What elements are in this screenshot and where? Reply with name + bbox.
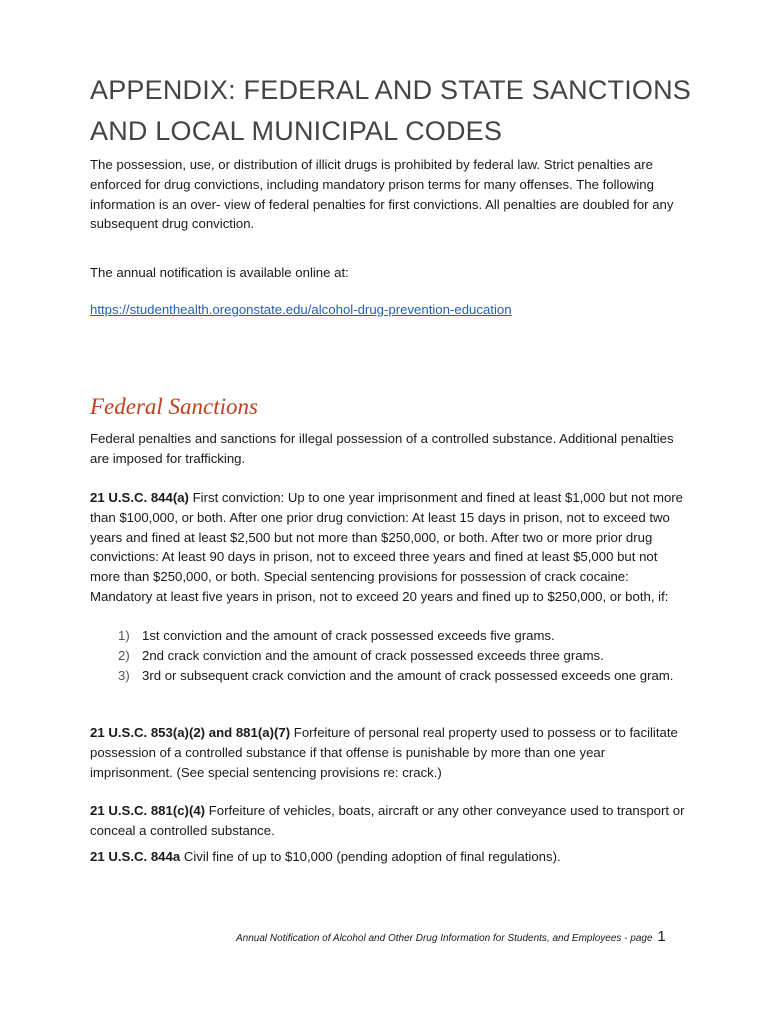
paragraph-881	[90, 801, 685, 841]
annual-notice-text: The annual notification is available online at:	[90, 265, 349, 280]
section-heading-federal-sanctions: Federal Sanctions	[90, 394, 258, 419]
footer-text: Annual Notification of Alcohol and Other Drug Information for Students, and Employees - page	[236, 933, 656, 944]
statute-code-853: 21 U.S.C. 853(a)(2) and 881(a)(7)	[90, 725, 291, 740]
statute-code-844a: 21 U.S.C. 844(a)	[90, 490, 189, 505]
statute-text-844a-civil: Civil fine of up to $10,000 (pending adoption of final regulations).	[180, 849, 561, 864]
list-item-number: 3)	[118, 667, 130, 683]
list-item-text: 1st conviction and the amount of crack possessed exceeds five grams.	[142, 628, 555, 643]
federal-intro-paragraph: Federal penalties and sanctions for illegal possession of a controlled substance. Additional penalties are imposed for trafficking.	[90, 431, 674, 466]
paragraph-844a	[90, 488, 685, 607]
paragraph-853	[90, 723, 685, 782]
intro-paragraph: The possession, use, or distribution of illicit drugs is prohibited by federal law. Strict penalties are enforced for drug convictions, including mandatory prison terms for many offenses. The following information is an over- view of federal penalties for first convictions. All penalties are doubled for any subsequent drug conviction.	[90, 157, 674, 232]
statute-text-881: Forfeiture of vehicles, boats, aircraft or any other conveyance used to transport or conceal a controlled substance.	[90, 803, 685, 838]
list-item-number: 2)	[118, 647, 130, 663]
page-title: APPENDIX: FEDERAL AND STATE SANCTIONS AND LOCAL MUNICIPAL CODES	[90, 75, 692, 146]
paragraph-844a-civil	[90, 847, 685, 867]
statute-text-853: Forfeiture of personal real property used to possess or to facilitate possession of a controlled substance if that offense is punishable by more than one year imprisonment. (See special sentencing provisions re: crack.)	[90, 725, 678, 780]
list-item	[90, 646, 685, 666]
list-item-text: 3rd or subsequent crack conviction and the amount of crack possessed exceeds one gram.	[142, 667, 674, 683]
statute-code-844a-civil: 21 U.S.C. 844a	[90, 849, 181, 864]
list-item	[90, 626, 685, 646]
list-item	[90, 666, 685, 686]
page-footer	[236, 928, 696, 948]
crack-conviction-list	[90, 626, 685, 685]
list-item-number: 1)	[118, 628, 130, 643]
statute-code-881: 21 U.S.C. 881(c)(4)	[90, 803, 206, 818]
list-item-text: 2nd crack conviction and the amount of crack possessed exceeds three grams.	[142, 647, 604, 663]
page-number: 1	[657, 928, 666, 945]
annual-notice-link[interactable]: https://studenthealth.oregonstate.edu/alcohol-drug-prevention-education	[90, 302, 512, 317]
statute-text-844a: First conviction: Up to one year imprisonment and fined at least $1,000 but not more than $100,000, or both. After one prior drug conviction: At least 15 days in prison, not to exceed two years and fined at least $2,500 but not more than $250,000, or both. After two or more prior drug convictions: At least 90 days in prison, not to exceed three years and fined at least $5,000 but not more than $250,000, or both. Special sentencing provisions for possession of crack cocaine: Mandatory at least five years in prison, not to exceed 20 years and fined up to $250,000, or both, if:	[90, 490, 684, 604]
